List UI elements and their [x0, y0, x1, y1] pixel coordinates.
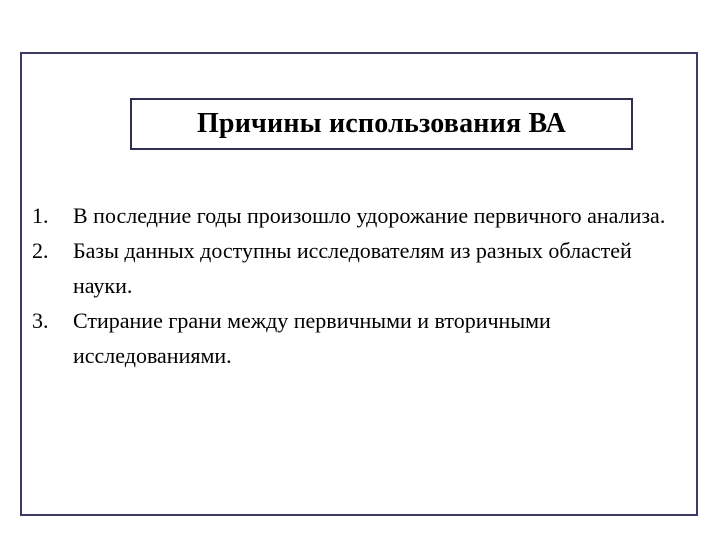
list-item — [32, 198, 692, 233]
list-item-number: 1. — [32, 203, 49, 228]
list-item-text: Стирание грани между первичными и вторичными исследованиями. — [73, 308, 551, 368]
list-item-number: 2. — [32, 238, 49, 263]
list-item-text: В последние годы произошло удорожание первичного анализа. — [73, 203, 666, 228]
list-item — [32, 303, 692, 373]
reasons-list — [32, 198, 692, 373]
list-item — [32, 233, 692, 303]
list-item-text: Базы данных доступны исследователям из разных областей науки. — [73, 238, 632, 298]
title-box — [130, 98, 633, 150]
slide-title: Причины использования ВА — [196, 108, 567, 139]
list-item-number: 3. — [32, 308, 49, 333]
